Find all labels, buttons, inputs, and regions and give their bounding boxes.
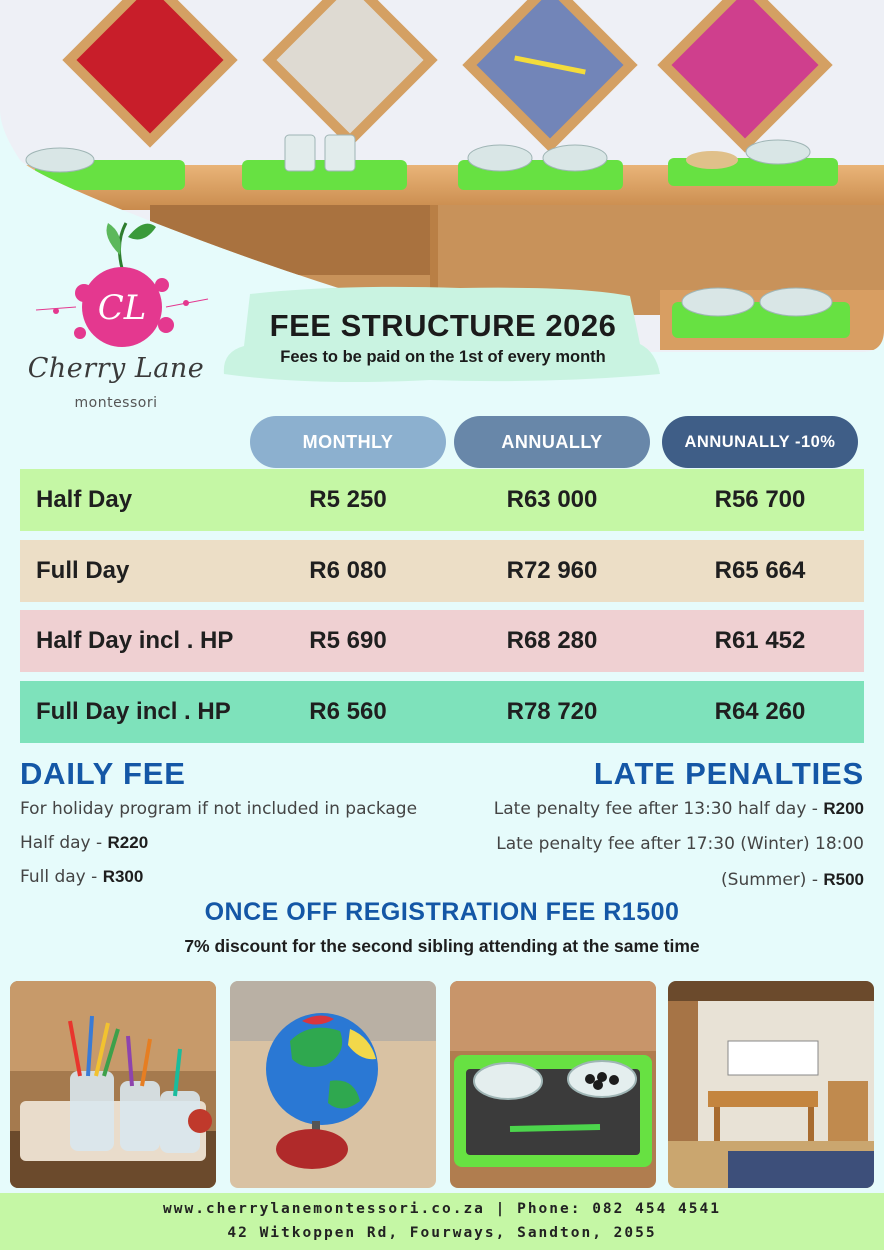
svg-text:CL: CL [97, 288, 147, 328]
contact-footer [0, 1193, 884, 1250]
row-label: Half Day incl . HP [36, 627, 234, 654]
monthly-fee: R5 690 [309, 627, 387, 654]
footer-contact[interactable]: www.cherrylanemontessori.co.za | Phone: 082 454 4541 [163, 1201, 721, 1217]
column-header-monthly: MONTHLY [250, 416, 446, 468]
fee-row-half-day-hp [20, 610, 864, 672]
late-penalties-heading: LATE PENALTIES [593, 756, 864, 791]
column-header-annually: ANNUALLY [454, 416, 650, 468]
annual-fee: R68 280 [506, 627, 598, 654]
photo-classroom [668, 981, 874, 1188]
daily-fee-half-day-value: R220 [107, 833, 149, 852]
daily-fee-full-day [20, 867, 143, 887]
monthly-fee: R6 560 [309, 698, 387, 725]
cherry-splash-icon [16, 215, 216, 355]
discounted-annual-fee: R61 452 [714, 627, 806, 654]
monthly-fee: R6 080 [309, 557, 387, 584]
title-banner [220, 282, 666, 392]
photo-pencil-jars [10, 981, 216, 1188]
footer-address: 42 Witkoppen Rd, Fourways, Sandton, 2055 [227, 1225, 657, 1241]
fee-row-half-day [20, 469, 864, 531]
photo-tray-activity [450, 981, 656, 1188]
discounted-annual-fee: R56 700 [714, 486, 806, 513]
annual-fee: R63 000 [506, 486, 598, 513]
photo-globe [230, 981, 436, 1188]
page-subtitle: Fees to be paid on the 1st of every month [280, 348, 606, 366]
daily-fee-heading: DAILY FEE [20, 756, 186, 791]
late-penalty-full-day: Late penalty fee after 17:30 (Winter) 18:00 [496, 834, 864, 854]
sibling-discount-note: 7% discount for the second sibling attending at the same time [184, 936, 700, 956]
logo-subtitle: montessori [74, 395, 158, 411]
daily-fee-half-day [20, 833, 148, 853]
fee-row-full-day-hp [20, 681, 864, 743]
page-title: FEE STRUCTURE 2026 [269, 308, 617, 343]
annual-fee: R78 720 [506, 698, 598, 725]
late-penalty-summer-label: (Summer) - [721, 870, 824, 890]
daily-fee-note: For holiday program if not included in package [20, 799, 418, 819]
fee-row-full-day [20, 540, 864, 602]
late-penalty-summer-value: R500 [823, 870, 864, 889]
registration-fee: ONCE OFF REGISTRATION FEE R1500 [204, 898, 680, 926]
late-penalty-half-day [494, 799, 864, 819]
discounted-annual-fee: R64 260 [714, 698, 806, 725]
late-penalty-summer [721, 870, 864, 890]
late-penalty-half-day-value: R200 [823, 799, 864, 818]
school-logo [16, 215, 216, 420]
daily-fee-full-day-label: Full day - [20, 867, 103, 887]
daily-fee-full-day-value: R300 [102, 867, 144, 886]
column-header-annually-discount: ANNUNALLY -10% [662, 416, 858, 468]
late-penalty-half-day-label: Late penalty fee after 13:30 half day - [493, 799, 824, 819]
row-label: Full Day incl . HP [36, 698, 231, 725]
row-label: Half Day [36, 486, 133, 513]
row-label: Full Day [36, 557, 130, 584]
discounted-annual-fee: R65 664 [714, 557, 806, 584]
monthly-fee: R5 250 [309, 486, 387, 513]
daily-fee-half-day-label: Half day - [20, 833, 108, 853]
logo-wordmark: Cherry Lane [27, 353, 205, 384]
annual-fee: R72 960 [506, 557, 598, 584]
